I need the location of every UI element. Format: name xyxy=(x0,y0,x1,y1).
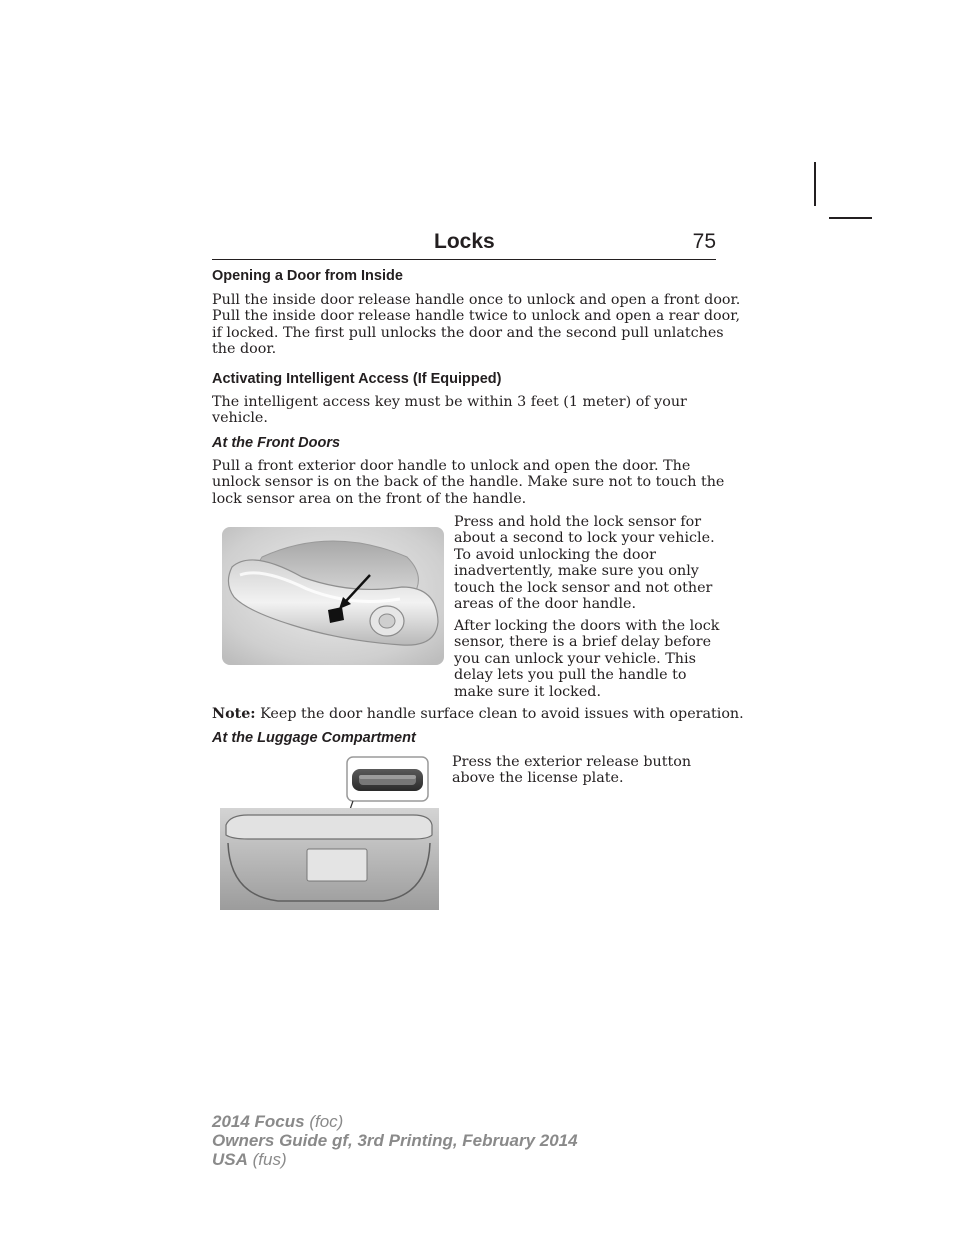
footer-line-model xyxy=(212,1112,578,1131)
page-marker-horizontal xyxy=(829,217,872,219)
text-line: make sure it locked. xyxy=(454,683,602,700)
text-line: areas of the door handle. xyxy=(454,596,637,613)
footer-market-code: (fus) xyxy=(247,1150,287,1169)
paragraph-opening-door xyxy=(212,292,740,358)
footer-line-market xyxy=(212,1150,578,1169)
text-line: The intelligent access key must be within 3 feet (1 meter) of your xyxy=(212,394,687,410)
heading-front-doors: At the Front Doors xyxy=(212,435,341,451)
text-line: lock sensor area on the front of the handle. xyxy=(212,490,527,507)
footer-model: 2014 Focus xyxy=(212,1112,305,1131)
note-label: Note: xyxy=(212,706,256,722)
text-line: touch the lock sensor and not other xyxy=(454,579,713,596)
header-rule xyxy=(212,259,716,260)
footer xyxy=(212,1112,578,1169)
paragraph-intelligent-access xyxy=(212,394,687,427)
footer-line-guide xyxy=(212,1131,578,1150)
luggage-release-svg xyxy=(218,755,440,912)
text-line: the door. xyxy=(212,341,277,358)
footer-guide: Owners Guide gf, 3rd Printing, February 2014 xyxy=(212,1131,578,1150)
section-title: Locks xyxy=(434,230,495,253)
paragraph-lock-delay xyxy=(454,618,719,700)
door-handle-illustration xyxy=(222,527,444,665)
text-line: if locked. The first pull unlocks the door and the second pull unlatches xyxy=(212,324,724,341)
footer-market: USA xyxy=(212,1150,248,1169)
text-line: Press and hold the lock sensor for xyxy=(454,514,702,530)
page-number: 75 xyxy=(692,230,716,253)
text-line: Press the exterior release button xyxy=(452,754,692,770)
text-line: above the license plate. xyxy=(452,770,624,787)
note-text: Keep the door handle surface clean to avoid issues with operation. xyxy=(255,706,744,722)
text-line: unlock sensor is on the back of the handle. Make sure not to touch the xyxy=(212,474,725,491)
paragraph-luggage xyxy=(452,754,691,787)
note xyxy=(212,706,744,722)
text-line: Pull the inside door release handle twice to unlock and open a rear door, xyxy=(212,308,741,325)
luggage-release-illustration xyxy=(218,755,440,912)
text-line: After locking the doors with the lock xyxy=(454,618,720,634)
text-line: delay lets you pull the handle to xyxy=(454,667,687,684)
text-line: To avoid unlocking the door xyxy=(454,546,656,563)
text-line: inadvertently, make sure you only xyxy=(454,563,699,580)
text-line: Pull the inside door release handle once to unlock and open a front door. xyxy=(212,292,741,308)
text-line: sensor, there is a brief delay before xyxy=(454,634,712,651)
door-handle-svg xyxy=(222,527,444,665)
text-line: Pull a front exterior door handle to unlock and open the door. The xyxy=(212,458,691,474)
text-line: you can unlock your vehicle. This xyxy=(454,650,696,667)
text-line: vehicle. xyxy=(212,410,268,427)
page-marker-vertical xyxy=(814,162,816,206)
footer-model-code: (foc) xyxy=(304,1112,344,1131)
heading-intelligent-access: Activating Intelligent Access (If Equipped) xyxy=(212,371,502,387)
text-line: about a second to lock your vehicle. xyxy=(454,530,715,547)
heading-opening-door: Opening a Door from Inside xyxy=(212,268,403,284)
paragraph-front-doors-intro xyxy=(212,458,724,507)
heading-luggage: At the Luggage Compartment xyxy=(212,730,416,746)
paragraph-lock-sensor xyxy=(454,514,715,612)
